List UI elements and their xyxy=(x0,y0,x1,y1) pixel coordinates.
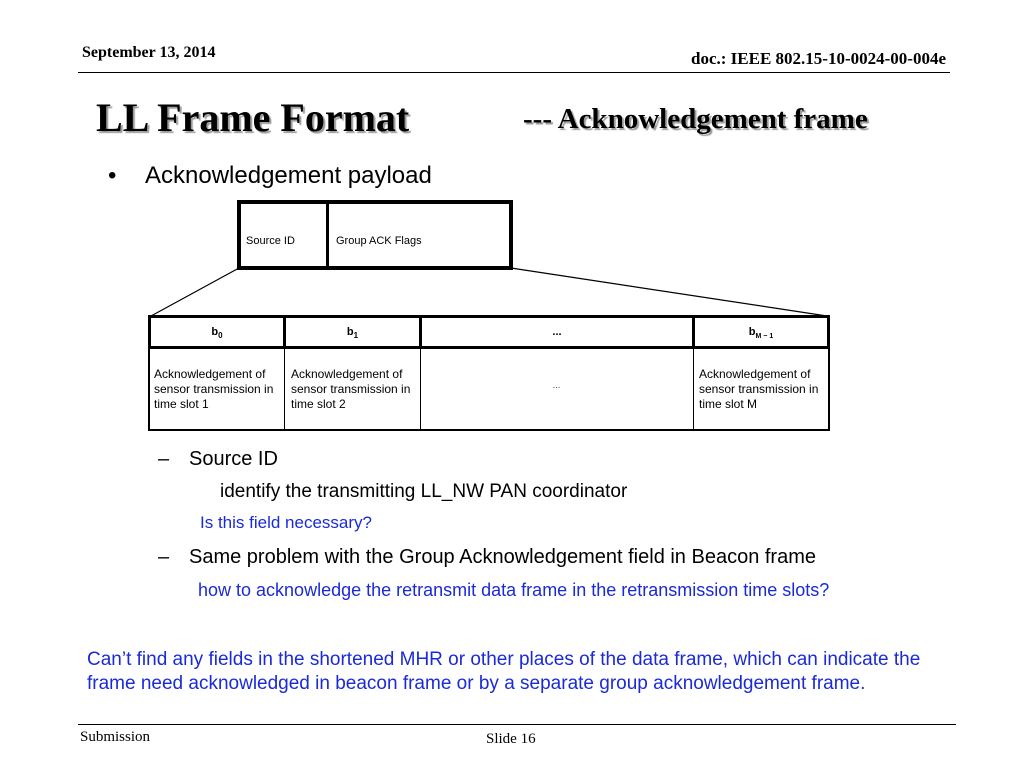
payload-frame-divider xyxy=(326,202,329,268)
item-source-id: Source ID xyxy=(189,448,278,470)
bit-header-cell-1 xyxy=(283,315,422,349)
bullet-icon: • xyxy=(108,162,117,189)
description-cell-ellipsis: … xyxy=(552,381,561,390)
dash-bullet-icon: – xyxy=(158,448,170,470)
footer-submission: Submission xyxy=(80,729,151,745)
description-cell-slot-1: Acknowledgement of sensor transmission in time slot 1 xyxy=(154,367,274,411)
field-source-id: Source ID xyxy=(246,235,295,247)
item-group-ack-problem: Same problem with the Group Acknowledgement field in Beacon frame xyxy=(189,546,817,568)
slide-title: LL Frame Format xyxy=(96,95,410,140)
bit-label-ellipsis: ... xyxy=(552,326,562,338)
description-cell-slot-2: Acknowledgement of sensor transmission in time slot 2 xyxy=(291,367,411,411)
bit-header-cell-0 xyxy=(148,315,286,349)
description-divider-1 xyxy=(284,347,285,431)
expansion-line-right xyxy=(511,268,827,316)
description-cell-slot-m: Acknowledgement of sensor transmission in time slot M xyxy=(699,367,819,411)
header-document-id: doc.: IEEE 802.15-10-0024-00-004e xyxy=(691,49,946,68)
expansion-line-left xyxy=(151,268,239,316)
footer-slide-number: Slide 16 xyxy=(486,731,536,747)
bullet-text: Acknowledgement payload xyxy=(145,162,432,189)
bottom-note: Can’t find any fields in the shortened MHR or other places of the data frame, which can indicate the frame need acknowledged in beacon frame or by a separate group acknowledgement frame. xyxy=(87,649,921,694)
item-group-ack-note: how to acknowledge the retransmit data frame in the retransmission time slots? xyxy=(198,580,830,600)
dash-bullet-icon: – xyxy=(158,546,170,568)
bit-label-b1: $b_1$ xyxy=(346,326,359,341)
description-divider-3 xyxy=(693,347,694,431)
bit-header-row xyxy=(148,315,830,349)
footer-divider xyxy=(78,724,956,725)
item-source-id-detail: identify the transmitting LL_NW PAN coordinator xyxy=(220,481,628,502)
bit-header-cell-ellipsis xyxy=(419,315,695,349)
bit-label-bm-1: $b_{M - 1}$ xyxy=(748,326,774,341)
field-group-ack-flags: Group ACK Flags xyxy=(336,235,422,247)
bit-description-row xyxy=(148,347,830,431)
header-date: September 13, 2014 xyxy=(82,44,216,61)
item-source-id-note: Is this field necessary? xyxy=(200,513,372,532)
bit-header-cell-last xyxy=(692,315,830,349)
slide-subtitle: --- Acknowledgement frame xyxy=(523,103,868,135)
bit-label-b0: $b_0$ xyxy=(211,326,223,341)
